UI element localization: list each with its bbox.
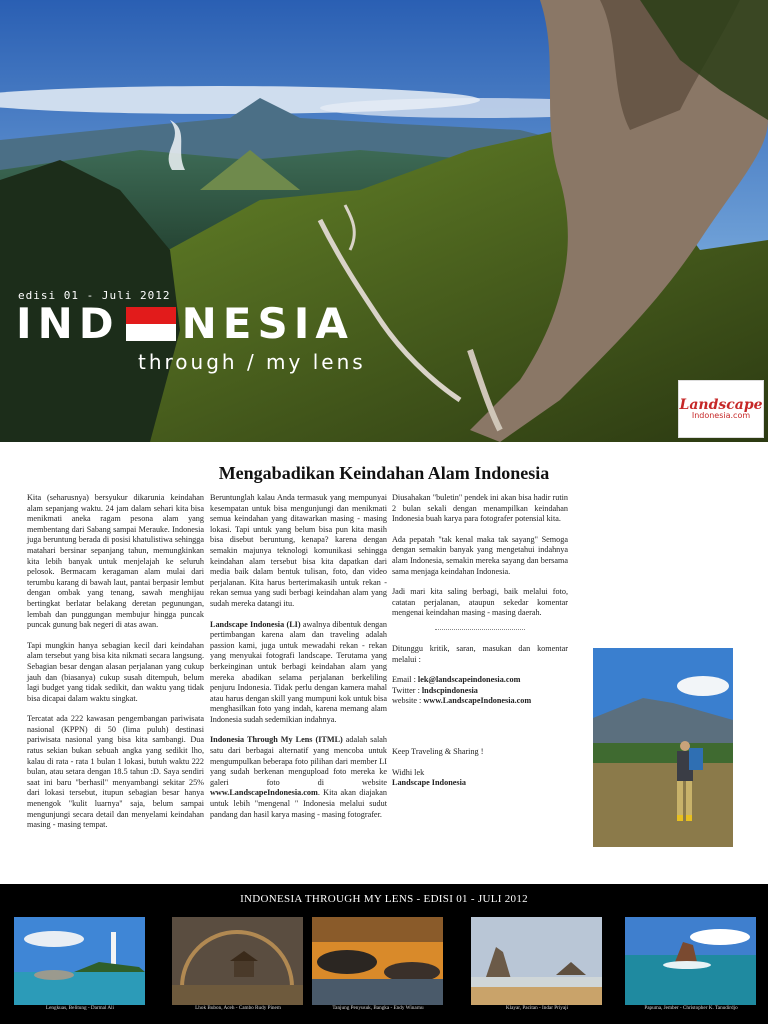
title-part-right: NESIA xyxy=(181,299,354,348)
paragraph xyxy=(210,735,387,820)
photo-caption: Papuma, Jember - Christopher K. Tanudirdjo xyxy=(644,1005,738,1011)
author-org: Landscape Indonesia xyxy=(392,778,466,788)
paragraph: Tapi mungkin hanya sebagian kecil dari keindahan alam tersebut yang bisa kita nikmati secara langsung. Sebagian besar dengan alasan perjalanan yang cukup jauh dan (biasanya) cukup susah ditempuh, belum lagi budget yang tidak sedikit, dan waktu yang tidak bisa dicapai dalam waktu singkat. xyxy=(27,640,204,703)
contact-website xyxy=(392,696,568,707)
mountain-landscape-image xyxy=(0,0,768,442)
logo-text: Landscape xyxy=(679,397,763,413)
twitter-link[interactable]: lndscpindonesia xyxy=(421,685,478,695)
photo-caption: Lhok Bubon, Aceh - Cambo Rudy Pinem xyxy=(195,1005,281,1011)
paragraph: Ditunggu kritik, saran, masukan dan komentar melalui : xyxy=(392,643,568,664)
paragraph: Ada pepatah "tak kenal maka tak sayang" Semoga dengan semakin banyak yang mengetahui indahnya alam Indonesia, semakin mereka sayang dan bersama sama menjaga keindahan Indonesia. xyxy=(392,534,568,576)
photo-gallery-footer xyxy=(0,884,768,1024)
contact-email xyxy=(392,675,568,686)
website-link[interactable]: www.LandscapeIndonesia.com xyxy=(210,788,318,798)
paragraph-text: . Kita akan diajakan untuk lebih "mengenal " Indonesia melalui sudut pandang dan hasil karya masing - masing fotografer. xyxy=(210,788,387,819)
edition-label: edisi 01 - Juli 2012 xyxy=(18,289,171,302)
article-column-1 xyxy=(27,493,204,841)
title-part-left: IND xyxy=(16,299,120,348)
org-name: Landscape Indonesia (LI) xyxy=(210,619,301,629)
logo-subtext: Indonesia.com xyxy=(691,411,751,420)
email-label: Email : xyxy=(392,675,418,685)
email-link[interactable]: lek@landscapeindonesia.com xyxy=(417,675,521,685)
paragraph-text: adalah salah satu dari berbagai alternatif yang mencoba untuk mengumpulkan beberapa foto pilihan dari member LI yang sudah berkenan mengupload foto mereka ke galeri foto di website xyxy=(210,735,387,787)
contact-twitter xyxy=(392,686,568,697)
paragraph: Beruntunglah kalau Anda termasuk yang mempunyai kesempatan untuk bisa mengunjungi dan menikmati semua keindahan yang ditawarkan masing - masing lokasi. Tapi untuk yang belum bisa pun kita masih bisa disebut beruntung, kenapa? karena dengan semakin majunya teknologi komunikasi sehingga keindahan alam tersebut bisa kita dapatkan dari media baik dalam bentuk tulisan, foto, dan video perjalanan. Kita harus berterimakasih untuk rekan - rekan semua yang sudi berbagi keindahan alam yang sudah mereka datangi itu. xyxy=(210,493,387,608)
article-column-3 xyxy=(392,493,568,789)
paragraph xyxy=(210,620,387,726)
magazine-subtitle: through / my lens xyxy=(138,350,366,374)
papuma-sea-image xyxy=(625,917,756,1005)
landscape-indonesia-logo xyxy=(678,380,764,438)
gallery-photo xyxy=(471,917,602,1005)
twitter-label: Twitter : xyxy=(392,685,422,695)
rocky-sunset-image xyxy=(312,917,443,1005)
indonesian-flag-icon xyxy=(126,307,176,341)
gallery-photo xyxy=(14,917,145,1005)
author-name: Widhi lek xyxy=(392,767,425,777)
paragraph: Jadi mari kita saling berbagi, baik melalui foto, catatan perjalanan, ataupun sekedar komentar mengenai keindahan masing - masing daerah. xyxy=(392,587,568,618)
photo-caption: Tanjung Penyusuk, Bangka - Endy Winarnu xyxy=(332,1005,424,1011)
lighthouse-beach-image xyxy=(14,917,145,1005)
website-link[interactable]: www.LandscapeIndonesia.com xyxy=(423,696,532,706)
hiker-photo xyxy=(593,648,733,847)
gallery-photo xyxy=(312,917,443,1005)
gallery-photo xyxy=(625,917,756,1005)
paragraph-text: awalnya dibentuk dengan pertimbangan karena alam dan traveling adalah passion kami, juga untuk mewadahi rekan - rekan yang menyukai fotografi landscape. Terutama yang berkeinginan untuk berbagi keindahan alam yang mereka abadikan selama perjalanan berkeliling penjuru Indonesia. Tidak perlu dengan kamera mahal atau harus dengan skill yang mumpuni kok untuk bisa menghasilkan foto yang indah, karena memang alam Indonesia sudah sedemikian indahnya. xyxy=(210,619,387,724)
klayar-beach-image xyxy=(471,917,602,1005)
photo-caption: Lengkuas, Belitung - Darmal Ali xyxy=(45,1005,115,1011)
article-headline: Mengabadikan Keindahan Alam Indonesia xyxy=(218,463,550,483)
gallery-photo xyxy=(172,917,303,1005)
paragraph: Kita (seharusnya) bersyukur dikarunia keindahan alam sepanjang waktu. 24 jam dalam sehari kita bisa menikmati aneka ragam pesona alam yang membentang dari Sabang sampai Merauke. Indonesia juga beruntung berada di posisi khatulistiwa sehingga matahari bersinar sepanjang tahun, memungkinkan kita lebih banyak untuk menjelajah ke seluruh pelosok. Bermacam keragaman alam mulai dari terumbu karang di bawah laut, pantai berpasir lembut dengan ombak yang tenang, sawah menghijau bertingkat berlatar belakang deretan pegunungan, lembah dan punggungan membujur hingga puncak puncak gunung bak negeri di atas awan. xyxy=(27,493,204,630)
paragraph: Tercatat ada 222 kawasan pengembangan pariwisata nasional (KPPN) di 50 (lima puluh) destinasi pariwisata nasional yang bisa kita sambangi. Dua ratus sekian bukan sebuah angka yang sedikit lho, kalau di rata - rata 1 bulan 1 lokasi, butuh waktu 222 bulan, atau setara dengan 18.5 tahun :D. Saya sendiri saat ini baru "berhasil" menyambangi sekitar 25% dari lokasi tersebut, itupun sebagian besar hanya menengok "kulit luarnya" saja, belum sampai mengunjungi secara detail dan menyelami keindahan masing - masing tempat. xyxy=(27,714,204,830)
article-column-2 xyxy=(210,493,387,830)
divider xyxy=(435,629,525,630)
hiker-image xyxy=(593,648,733,847)
project-name: Indonesia Through My Lens (ITML) xyxy=(210,735,343,745)
magazine-title xyxy=(16,299,354,348)
photo-caption: Klayar, Pacitan - Indar Priyaji xyxy=(505,1005,569,1011)
paragraph: Diusahakan "buletin" pendek ini akan bisa hadir rutin 2 bulan sekali dengan menampilkan keindahan Indonesia buah karya para fotografer potensial kita. xyxy=(392,493,568,524)
website-label: website : xyxy=(392,696,424,706)
footer-title: INDONESIA THROUGH MY LENS - EDISI 01 - JULI 2012 xyxy=(240,893,528,905)
cover-photo xyxy=(0,0,768,442)
signoff: Keep Traveling & Sharing ! xyxy=(392,746,484,756)
rainbow-hut-image xyxy=(172,917,303,1005)
